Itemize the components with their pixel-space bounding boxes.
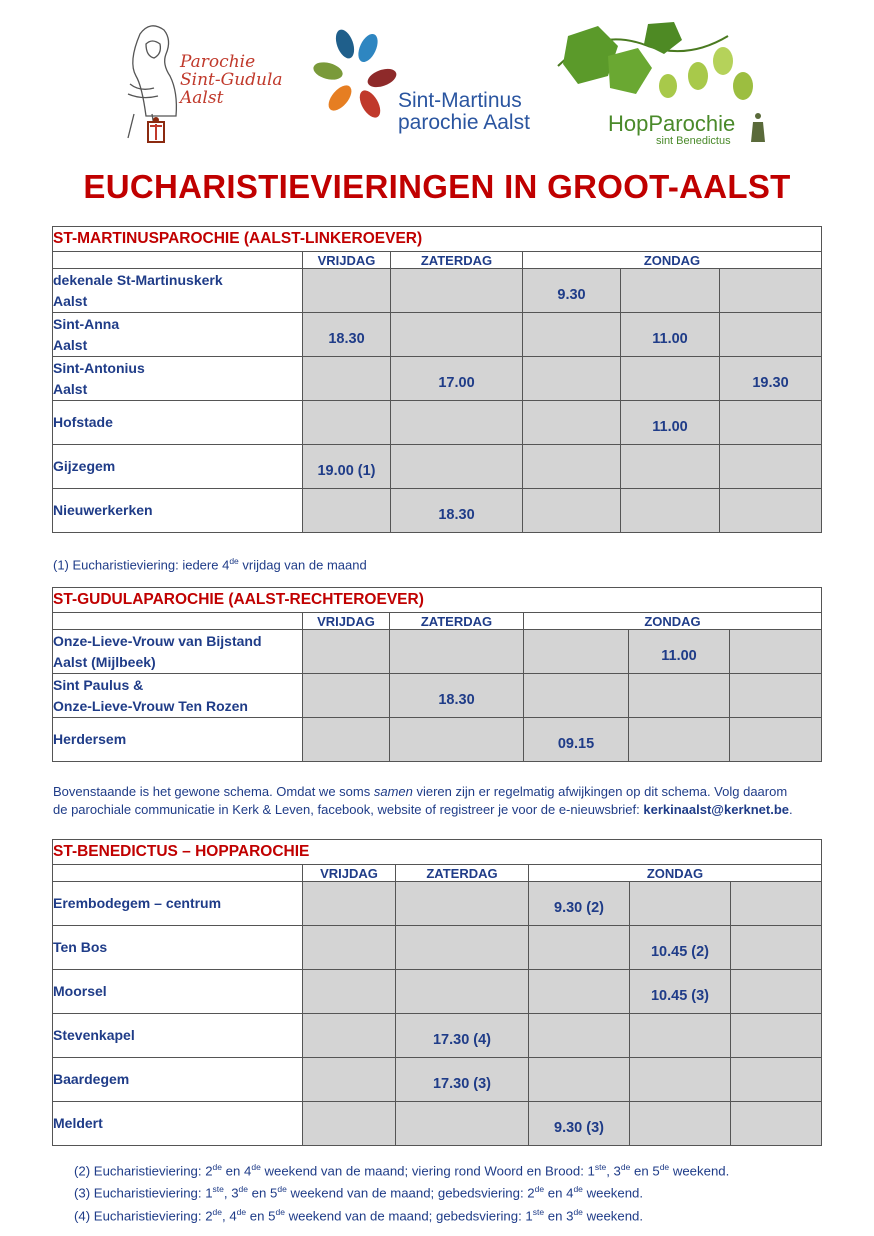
benedictus-section-title: ST-BENEDICTUS – HOPPAROCHIE [53, 840, 822, 865]
time-cell [731, 926, 822, 970]
gudula-logo-text: Parochie Sint-Gudula Aalst [180, 52, 283, 108]
location-name: dekenale St-Martinuskerk Aalst [53, 269, 303, 313]
benedictus-rows [53, 882, 822, 1146]
time-cell: 17.30 (4) [396, 1014, 529, 1058]
time-cell [529, 926, 630, 970]
time-cell [731, 1102, 822, 1146]
time-cell [523, 401, 621, 445]
time-cell: 9.30 (2) [529, 882, 630, 926]
martinus-logo-text: Sint-Martinus parochie Aalst [398, 89, 530, 135]
time-cell [524, 674, 629, 718]
time-cell [303, 718, 390, 762]
table-row [53, 489, 822, 533]
time-cell [523, 357, 621, 401]
header-empty [53, 252, 303, 269]
time-cell: 18.30 [303, 313, 391, 357]
location-name: Gijzegem [53, 445, 303, 489]
time-cell [523, 445, 621, 489]
table-row [53, 313, 822, 357]
location-name: Onze-Lieve-Vrouw van Bijstand Aalst (Mijlbeek) [53, 630, 303, 674]
hop-logo-subtext: sint Benedictus [656, 135, 731, 147]
time-cell [731, 882, 822, 926]
header-vrijdag: VRIJDAG [303, 613, 390, 630]
time-cell [303, 269, 391, 313]
benedictus-schedule-table [52, 839, 822, 1146]
benedictus-figure-icon [750, 112, 766, 142]
logo-strip [0, 0, 874, 160]
hop-logo-text: HopParochie [608, 111, 736, 136]
time-cell [390, 630, 524, 674]
time-cell [731, 1058, 822, 1102]
location-name: Sint-Anna Aalst [53, 313, 303, 357]
time-cell: 17.30 (3) [396, 1058, 529, 1102]
time-cell [720, 445, 822, 489]
location-name: Stevenkapel [53, 1014, 303, 1058]
newsletter-email: kerkinaalst@kerknet.be [643, 802, 790, 817]
time-cell: 19.00 (1) [303, 445, 391, 489]
header-zaterdag: ZATERDAG [396, 865, 529, 882]
time-cell: 09.15 [524, 718, 629, 762]
hands-flower-icon [310, 26, 400, 126]
time-cell: 11.00 [629, 630, 730, 674]
time-cell [303, 1102, 396, 1146]
table-row [53, 401, 822, 445]
footnote-4: (4) Eucharistieviering: 2de, 4de en 5de weekend van de maand; gebedsviering: 1ste en 3de weekend. [74, 1206, 644, 1224]
time-cell [303, 926, 396, 970]
time-cell [303, 630, 390, 674]
time-cell [630, 1014, 731, 1058]
table-row [53, 718, 822, 762]
header-vrijdag: VRIJDAG [303, 252, 391, 269]
time-cell [731, 1014, 822, 1058]
time-cell [303, 1058, 396, 1102]
gudula-schedule-table [52, 587, 822, 762]
time-cell [731, 970, 822, 1014]
header-zaterdag: ZATERDAG [391, 252, 523, 269]
table-row [53, 1102, 822, 1146]
table-row [53, 357, 822, 401]
header-empty [53, 865, 303, 882]
martinus-schedule-table [52, 226, 822, 533]
hop-leaves-icon [548, 16, 778, 111]
table-row [53, 445, 822, 489]
gudula-rows [53, 630, 822, 762]
time-cell [529, 1014, 630, 1058]
hop-logo [548, 16, 778, 151]
time-cell [391, 401, 523, 445]
page-title: EUCHARISTIEVIERINGEN IN GROOT-AALST [83, 168, 791, 205]
time-cell [303, 489, 391, 533]
time-cell [720, 313, 822, 357]
table-row [53, 630, 822, 674]
location-name: Meldert [53, 1102, 303, 1146]
time-cell [621, 445, 720, 489]
gudula-section-title: ST-GUDULAPAROCHIE (AALST-RECHTEROEVER) [53, 588, 822, 613]
time-cell [396, 926, 529, 970]
table-row [53, 1014, 822, 1058]
footnotes [74, 1158, 729, 1225]
time-cell [629, 674, 730, 718]
time-cell [621, 269, 720, 313]
time-cell [303, 674, 390, 718]
time-cell [303, 970, 396, 1014]
footnote-1: (1) Eucharistieviering: iedere 4de vrijdag van de maand [53, 556, 367, 573]
header-empty [53, 613, 303, 630]
header-zondag: ZONDAG [529, 865, 822, 882]
location-name: Moorsel [53, 970, 303, 1014]
location-name: Sint Paulus & Onze-Lieve-Vrouw Ten Rozen [53, 674, 303, 718]
time-cell [730, 630, 822, 674]
time-cell [720, 489, 822, 533]
time-cell: 10.45 (3) [630, 970, 731, 1014]
time-cell: 18.30 [390, 674, 524, 718]
location-name: Baardegem [53, 1058, 303, 1102]
location-name: Herdersem [53, 718, 303, 762]
time-cell [396, 882, 529, 926]
time-cell [529, 1058, 630, 1102]
time-cell [524, 630, 629, 674]
time-cell [390, 718, 524, 762]
time-cell [730, 674, 822, 718]
location-name: Nieuwerkerken [53, 489, 303, 533]
location-name: Hofstade [53, 401, 303, 445]
martinus-rows [53, 269, 822, 533]
time-cell [391, 313, 523, 357]
time-cell [391, 269, 523, 313]
time-cell [396, 1102, 529, 1146]
time-cell: 11.00 [621, 401, 720, 445]
table-row [53, 970, 822, 1014]
time-cell [523, 313, 621, 357]
footnote-3: (3) Eucharistieviering: 1ste, 3de en 5de weekend van de maand; gebedsviering: 2de en 4de weekend. [74, 1184, 644, 1201]
location-name: Ten Bos [53, 926, 303, 970]
martinus-logo [310, 26, 560, 151]
time-cell [621, 357, 720, 401]
time-cell: 11.00 [621, 313, 720, 357]
time-cell [629, 718, 730, 762]
time-cell [396, 970, 529, 1014]
header-vrijdag: VRIJDAG [303, 865, 396, 882]
table-row [53, 269, 822, 313]
time-cell: 18.30 [391, 489, 523, 533]
header-zondag: ZONDAG [524, 613, 822, 630]
table-row [53, 882, 822, 926]
location-name: Erembodegem – centrum [53, 882, 303, 926]
time-cell [523, 489, 621, 533]
gudula-logo [100, 14, 320, 154]
time-cell [529, 970, 630, 1014]
time-cell [303, 401, 391, 445]
time-cell: 19.30 [720, 357, 822, 401]
footnote-2: (2) Eucharistieviering: 2de en 4de weekend van de maand; viering rond Woord en Brood: 1ste, 3de en 5de weekend. [74, 1162, 730, 1179]
martinus-section-title: ST-MARTINUSPAROCHIE (AALST-LINKEROEVER) [53, 227, 822, 252]
time-cell [621, 489, 720, 533]
time-cell [303, 357, 391, 401]
time-cell [303, 882, 396, 926]
time-cell: 10.45 (2) [630, 926, 731, 970]
time-cell [303, 1014, 396, 1058]
time-cell [630, 882, 731, 926]
time-cell: 17.00 [391, 357, 523, 401]
time-cell: 9.30 (3) [529, 1102, 630, 1146]
time-cell [630, 1058, 731, 1102]
time-cell: 9.30 [523, 269, 621, 313]
table-row [53, 1058, 822, 1102]
table-row [53, 926, 822, 970]
time-cell [730, 718, 822, 762]
time-cell [391, 445, 523, 489]
schedule-note: Bovenstaande is het gewone schema. Omdat we soms samen vieren zijn er regelmatig afwijkingen op dit schema. Volg daarom de parochiale communicatie in Kerk & Leven, facebook, website of registreer je voor de e-nieuwsbrief: kerkinaalst@kerknet.be. [53, 784, 793, 817]
table-row [53, 674, 822, 718]
time-cell [720, 269, 822, 313]
header-zaterdag: ZATERDAG [390, 613, 524, 630]
time-cell [630, 1102, 731, 1146]
location-name: Sint-Antonius Aalst [53, 357, 303, 401]
header-zondag: ZONDAG [523, 252, 822, 269]
time-cell [720, 401, 822, 445]
